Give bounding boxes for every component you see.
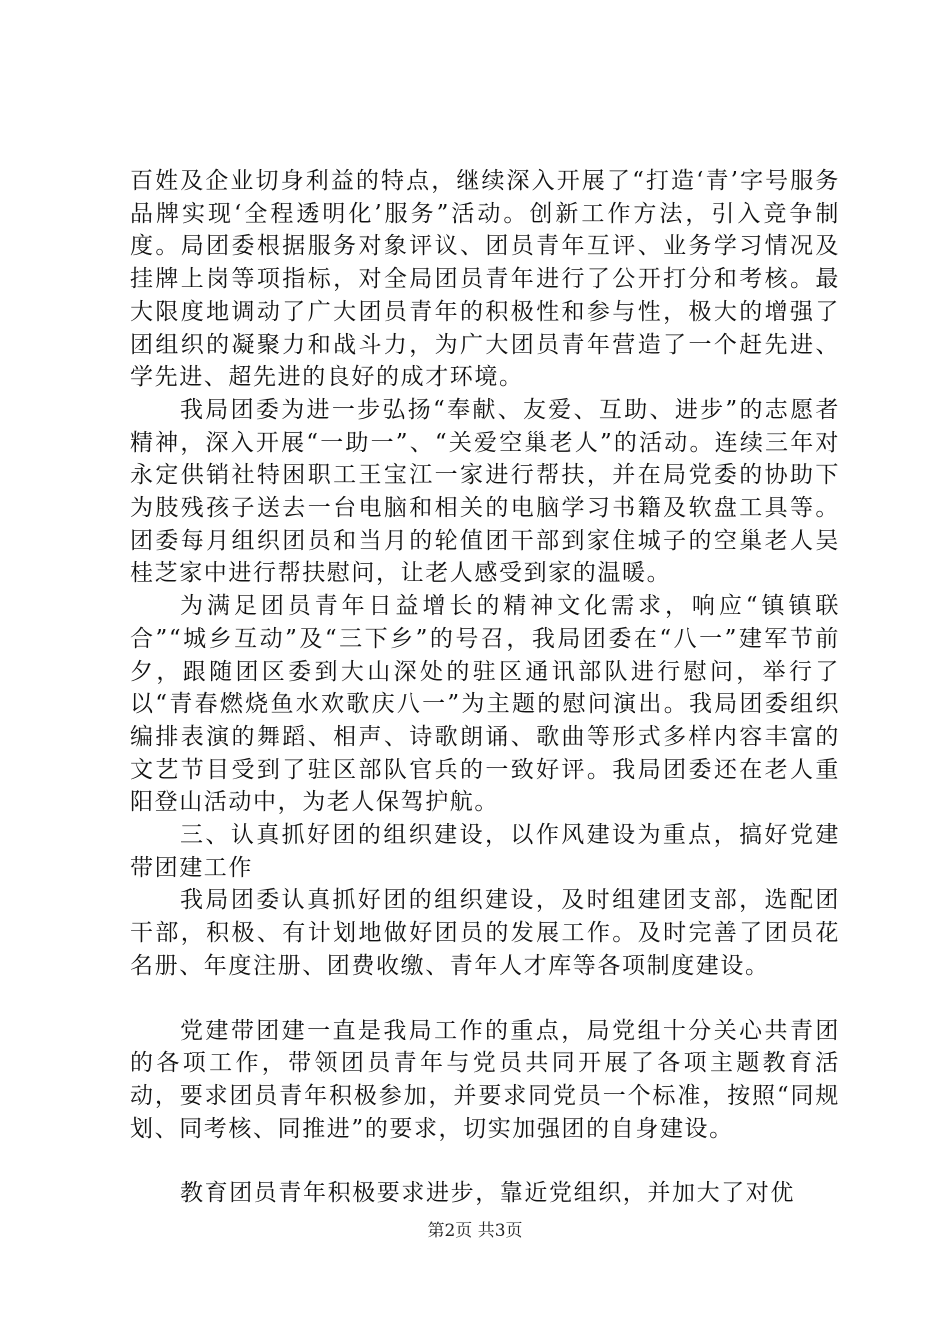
paragraph-party-building: 党建带团建一直是我局工作的重点，局党组十分关心共青团的各项工作，带领团员青年与党员共同开展了各项主题教育活动，要求团员青年积极参加，并要求同党员一个标准，按照“同规划、同考核、同推进”的要求，切实加强团的自身建设。 [130, 1017, 840, 1142]
paragraph-continuation: 百姓及企业切身利益的特点，继续深入开展了“打造‘青’字号服务品牌实现‘全程透明化’服务”活动。创新工作方法，引入竞争制度。局团委根据服务对象评议、团员青年互评、业务学习情况及挂牌上岗等项指标，对全局团员青年进行了公开打分和考核。最大限度地调动了广大团员青年的积极性和参与性，极大的增强了团组织的凝聚力和战斗力，为广大团员青年营造了一个赶先进、学先进、超先进的良好的成才环境。 [130, 168, 840, 391]
paragraph-culture: 为满足团员青年日益增长的精神文化需求，响应“镇镇联合”“城乡互动”及“三下乡”的号召，我局团委在“八一”建军节前夕，跟随团区委到大山深处的驻区通讯部队进行慰问，举行了以“青春燃烧鱼水欢歌庆八一”为主题的慰问演出。我局团委组织编排表演的舞蹈、相声、诗歌朗诵、歌曲等形式多样内容丰富的文艺节目受到了驻区部队官兵的一致好评。我局团委还在老人重阳登山活动中，为老人保驾护航。 [130, 593, 840, 816]
page-number-footer: 第2页 共3页 [427, 1221, 523, 1241]
document-body [130, 165, 840, 1210]
paragraph-volunteer: 我局团委为进一步弘扬“奉献、友爱、互助、进步”的志愿者精神，深入开展“一助一”、“关爱空巢老人”的活动。连续三年对永定供销社特困职工王宝江一家进行帮扶，并在局党委的协助下为肢残孩子送去一台电脑和相关的电脑学习书籍及软盘工具等。团委每月组织团员和当月的轮值团干部到家住城子的空巢老人吴桂芝家中进行帮扶慰问，让老人感受到家的温暖。 [130, 396, 840, 587]
paragraph-education: 教育团员青年积极要求进步，靠近党组织，并加大了对优 [180, 1180, 795, 1207]
section-heading: 三、认真抓好团的组织建设，以作风建设为重点，搞好党建带团建工作 [130, 822, 840, 881]
paragraph-organization: 我局团委认真抓好团的组织建设，及时组建团支部，选配团干部，积极、有计划地做好团员的发展工作。及时完善了团员花名册、年度注册、团费收缴、青年人才库等各项制度建设。 [130, 887, 840, 979]
